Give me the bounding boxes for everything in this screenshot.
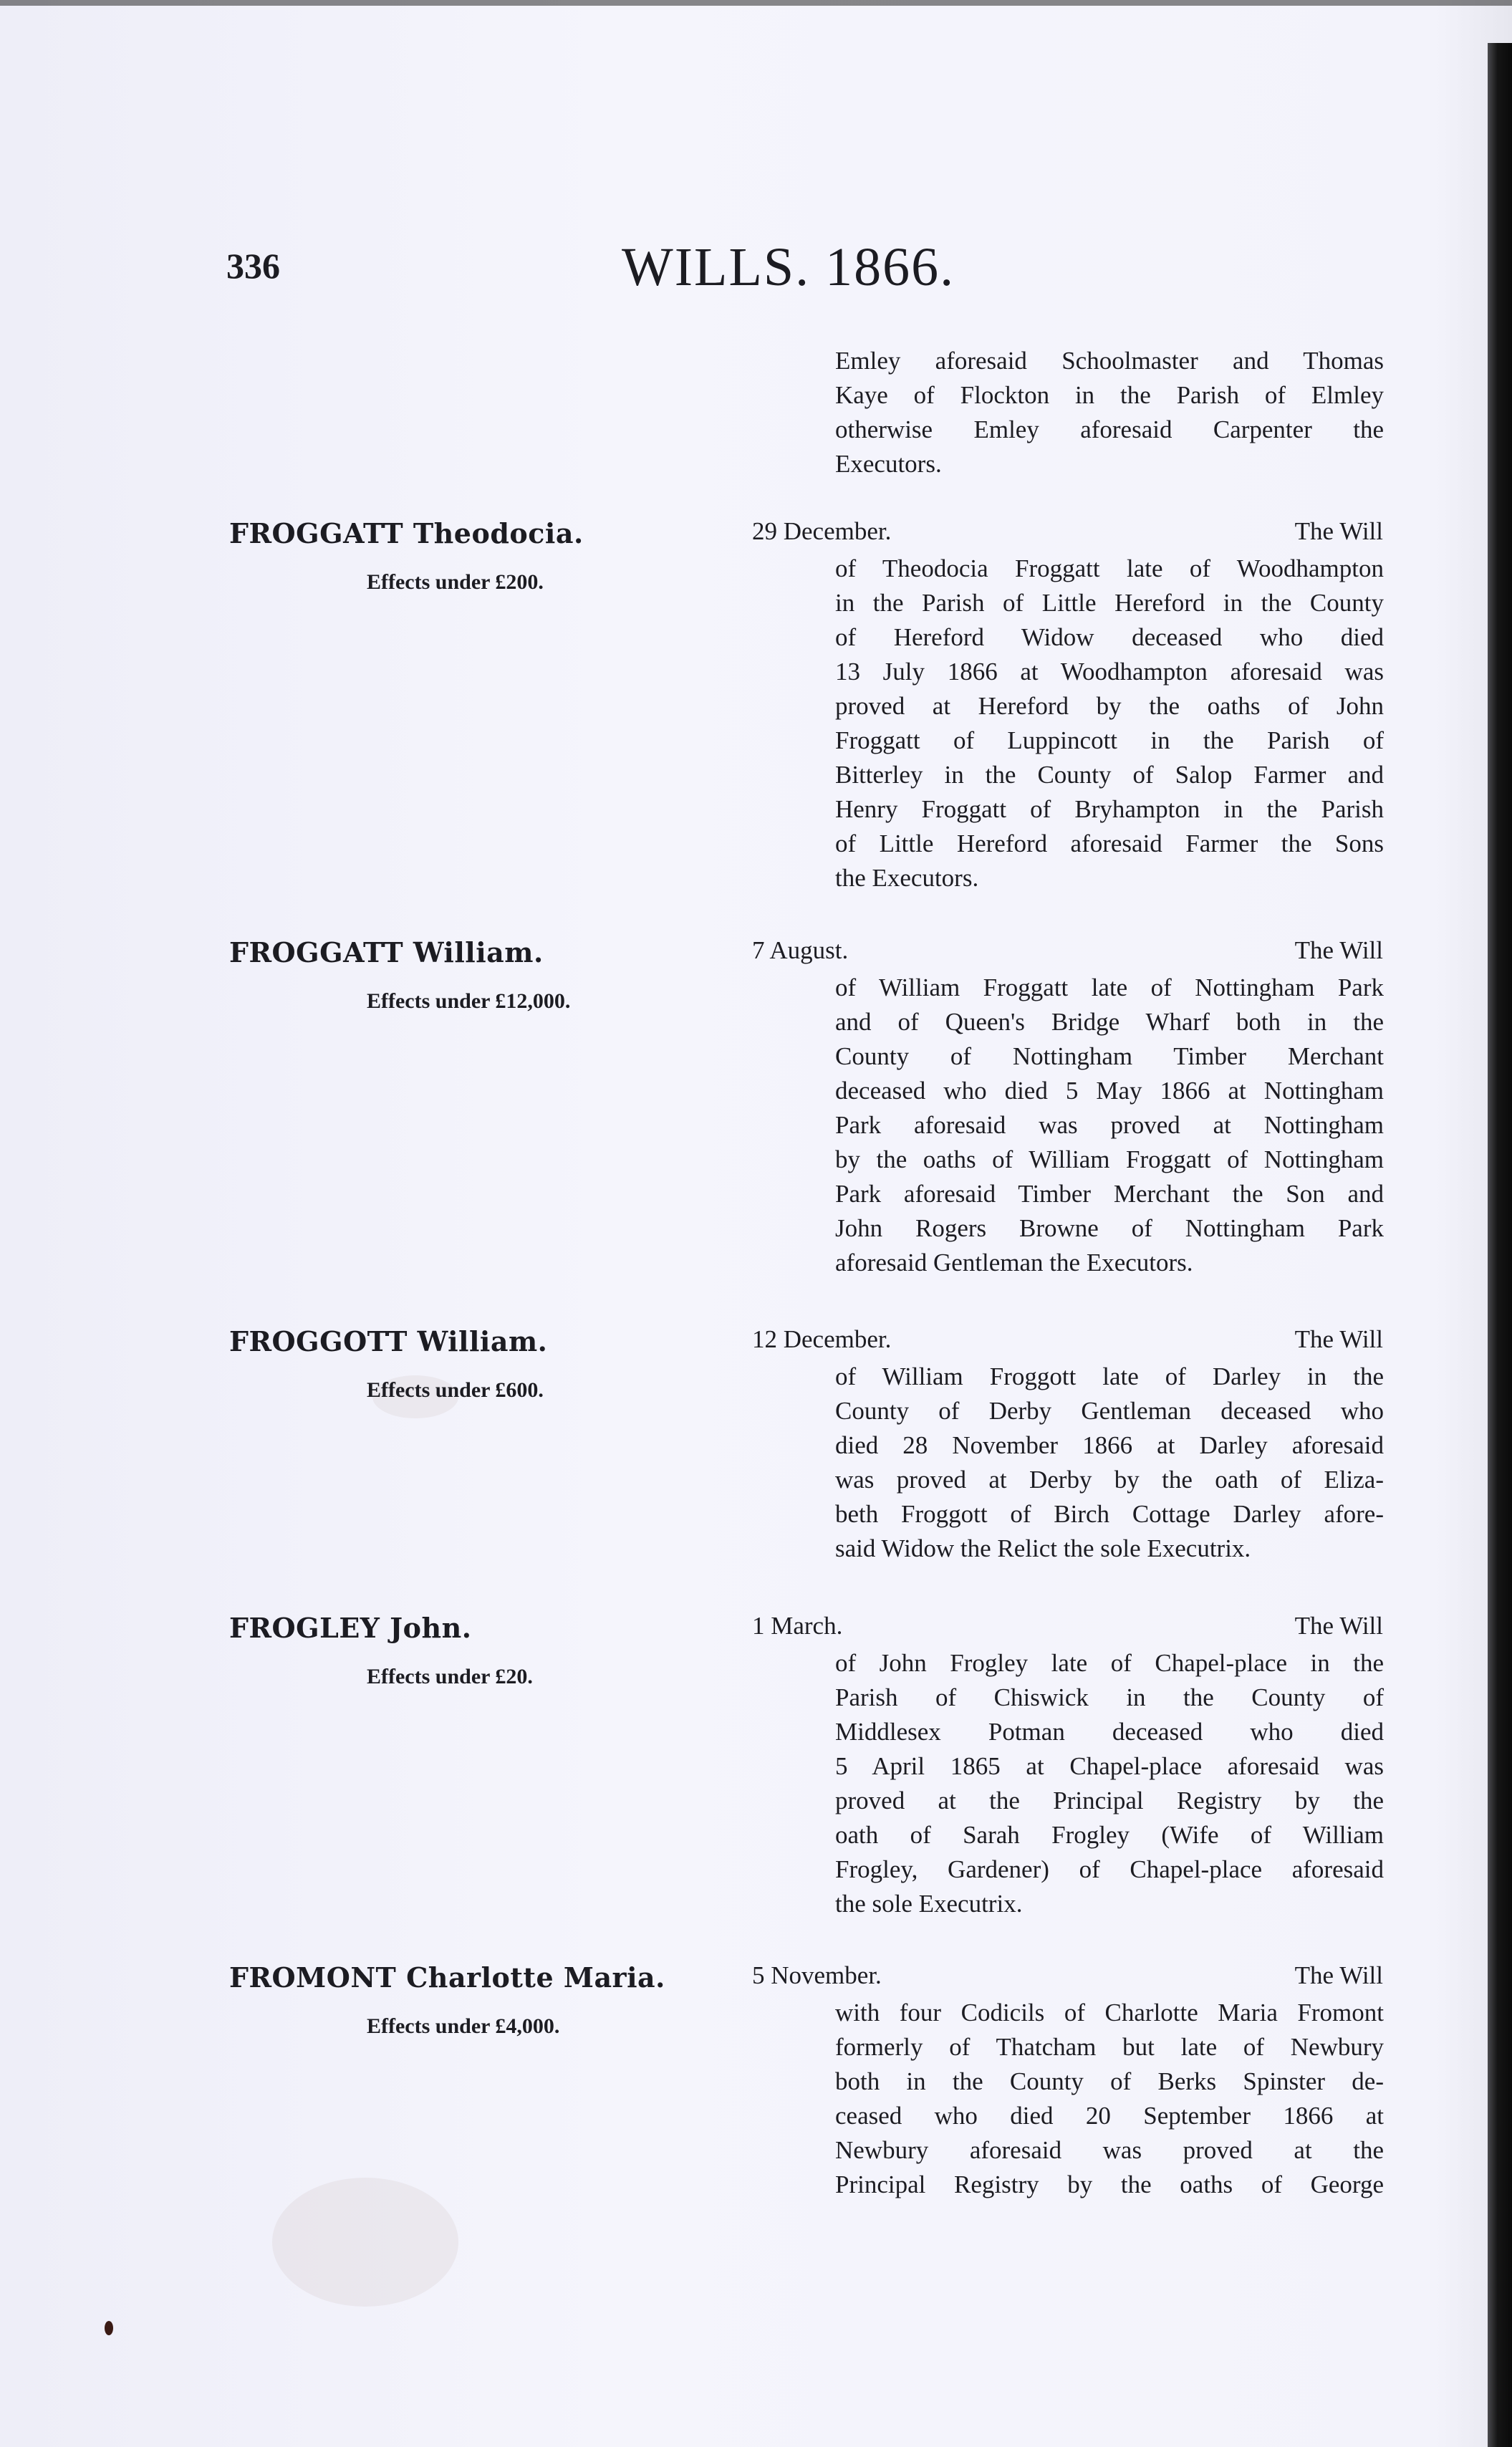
text-line: of John Frogley late of Chapel-place in the — [835, 1649, 1384, 1677]
entry-will-label: The Will — [1294, 1325, 1383, 1353]
text-line: 5 April 1865 at Chapel-place aforesaid was — [835, 1752, 1384, 1780]
entry-date: 12 December. — [752, 1325, 892, 1353]
text-line: Emley aforesaid Schoolmaster and Thomas — [835, 347, 1384, 375]
text-line: Henry Froggatt of Bryhampton in the Parish — [835, 795, 1384, 823]
text-line: ceased who died 20 September 1866 at — [835, 2102, 1384, 2130]
ink-speck — [105, 2321, 113, 2335]
text-line: of William Froggatt late of Nottingham Park — [835, 973, 1384, 1001]
text-line: and of Queen's Bridge Wharf both in the — [835, 1008, 1384, 1036]
entry-body — [835, 971, 1384, 1280]
text-line: formerly of Thatcham but late of Newbury — [835, 2033, 1384, 2061]
entry-effects: Effects under £200. — [367, 570, 544, 594]
entry-will-label: The Will — [1294, 517, 1383, 545]
entry-will-label: The Will — [1294, 936, 1383, 964]
entry-name: FROGGATT William. — [229, 936, 544, 968]
text-line: proved at the Principal Registry by the — [835, 1787, 1384, 1814]
text-line: deceased who died 5 May 1866 at Nottingham — [835, 1077, 1384, 1105]
text-line: Executors. — [835, 450, 942, 478]
text-line: Park aforesaid was proved at Nottingham — [835, 1111, 1384, 1139]
entry-body — [835, 1646, 1384, 1921]
text-line: of Hereford Widow deceased who died — [835, 623, 1384, 651]
text-line: Principal Registry by the oaths of George — [835, 2170, 1384, 2198]
text-line: the sole Executrix. — [835, 1890, 1023, 1918]
text-line: County of Derby Gentleman deceased who — [835, 1397, 1384, 1425]
page-right-edge — [1488, 43, 1512, 2447]
text-line: Parish of Chiswick in the County of — [835, 1683, 1384, 1711]
text-line: in the Parish of Little Hereford in the County — [835, 589, 1384, 617]
page-title: WILLS. 1866. — [622, 237, 955, 297]
continuation-text — [835, 344, 1384, 481]
entry-name: FROGLEY John. — [229, 1612, 472, 1644]
text-line: of William Froggott late of Darley in the — [835, 1362, 1384, 1390]
entry-effects: Effects under £20. — [367, 1665, 533, 1688]
text-line: was proved at Derby by the oath of Eliza- — [835, 1466, 1384, 1494]
entry-date: 7 August. — [752, 936, 849, 964]
entry-body — [835, 1360, 1384, 1566]
entry-date: 5 November. — [752, 1961, 882, 1989]
text-line: County of Nottingham Timber Merchant — [835, 1042, 1384, 1070]
entry-effects: Effects under £600. — [367, 1378, 544, 1402]
text-line: John Rogers Browne of Nottingham Park — [835, 1214, 1384, 1242]
text-line: died 28 November 1866 at Darley aforesaid — [835, 1431, 1384, 1459]
entry-effects: Effects under £12,000. — [367, 989, 571, 1013]
text-line: Park aforesaid Timber Merchant the Son and — [835, 1180, 1384, 1208]
entry-name: FROGGOTT William. — [229, 1325, 548, 1357]
text-line: the Executors. — [835, 864, 979, 892]
entry-will-label: The Will — [1294, 1612, 1383, 1640]
text-line: Bitterley in the County of Salop Farmer and — [835, 761, 1384, 789]
entry-date: 29 December. — [752, 517, 892, 545]
text-line: proved at Hereford by the oaths of John — [835, 692, 1384, 720]
entry-body — [835, 1996, 1384, 2202]
entry-name: FROGGATT Theodocia. — [229, 517, 584, 549]
paper-stain — [272, 2178, 458, 2307]
text-line: Frogley, Gardener) of Chapel-place aforesaid — [835, 1855, 1384, 1883]
text-line: 13 July 1866 at Woodhampton aforesaid was — [835, 658, 1384, 686]
text-line: both in the County of Berks Spinster de- — [835, 2067, 1384, 2095]
text-line: of Little Hereford aforesaid Farmer the Sons — [835, 830, 1384, 857]
entry-body — [835, 552, 1384, 895]
text-line: aforesaid Gentleman the Executors. — [835, 1249, 1193, 1277]
page-top-edge — [0, 0, 1512, 6]
text-line: beth Froggott of Birch Cottage Darley afore- — [835, 1500, 1384, 1528]
text-line: Kaye of Flockton in the Parish of Elmley — [835, 381, 1384, 409]
text-line: by the oaths of William Froggatt of Nottingham — [835, 1145, 1384, 1173]
text-line: with four Codicils of Charlotte Maria Fromont — [835, 1999, 1384, 2027]
page-number: 336 — [226, 246, 280, 286]
text-line: Middlesex Potman deceased who died — [835, 1718, 1384, 1746]
text-line: Newbury aforesaid was proved at the — [835, 2136, 1384, 2164]
entry-name: FROMONT Charlotte Maria. — [229, 1961, 665, 1994]
entry-effects: Effects under £4,000. — [367, 2014, 560, 2038]
text-line: Froggatt of Luppincott in the Parish of — [835, 726, 1384, 754]
text-line: otherwise Emley aforesaid Carpenter the — [835, 415, 1384, 443]
entry-date: 1 March. — [752, 1612, 843, 1640]
text-line: of Theodocia Froggatt late of Woodhampton — [835, 554, 1384, 582]
text-line: oath of Sarah Frogley (Wife of William — [835, 1821, 1384, 1849]
entry-will-label: The Will — [1294, 1961, 1383, 1989]
text-line: said Widow the Relict the sole Executrix. — [835, 1534, 1251, 1562]
